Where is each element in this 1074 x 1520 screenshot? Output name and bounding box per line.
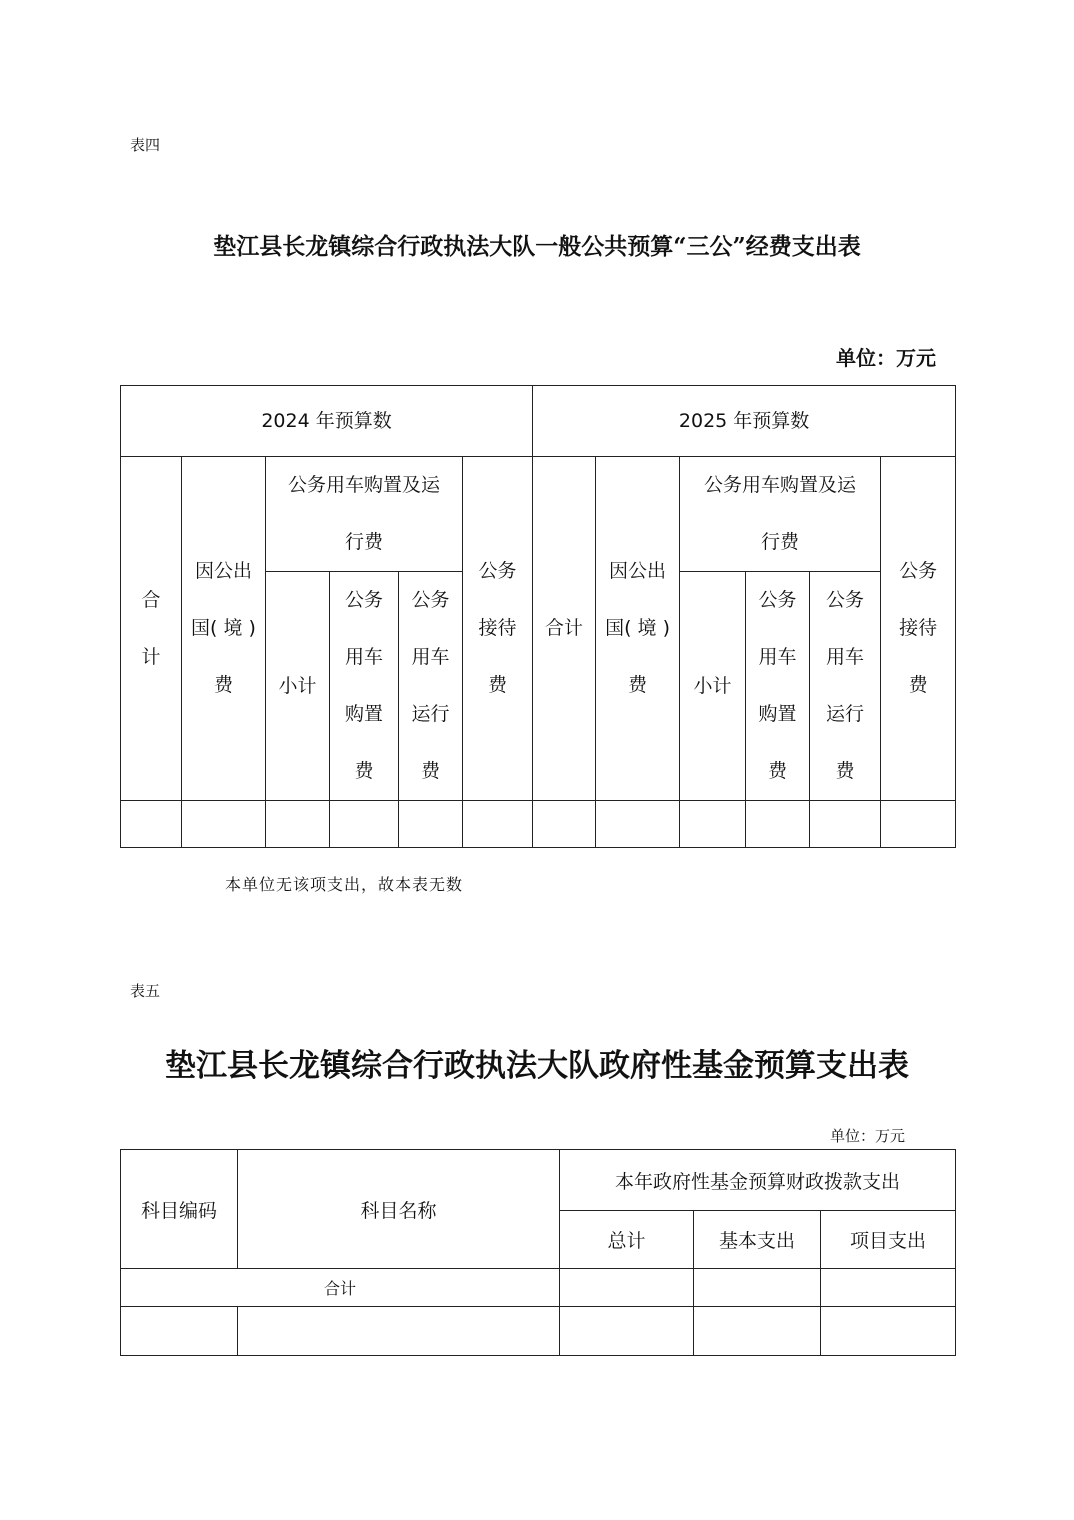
table4-title: 垫江县长龙镇综合行政执法大队一般公共预算“三公”经费支出表 <box>213 233 861 260</box>
col-car-operation-2025: 公务 用车 运行 费 <box>810 572 881 801</box>
col-abroad-2025: 因公出 国( 境 ) 费 <box>596 457 680 801</box>
col-code: 科目编码 <box>121 1150 238 1269</box>
col-car-purchase-2025: 公务 用车 购置 费 <box>746 572 810 801</box>
col-reception-2024: 公务 接待 费 <box>463 457 533 801</box>
col-name: 科目名称 <box>238 1150 560 1269</box>
col-project: 项目支出 <box>821 1211 956 1269</box>
col-car-2024: 公务用车购置及运 行费 <box>266 457 463 572</box>
table5 <box>120 1149 956 1356</box>
col-total: 总计 <box>560 1211 694 1269</box>
col-abroad-2024: 因公出 国( 境 ) 费 <box>182 457 266 801</box>
table5-label: 表五 <box>130 982 161 1000</box>
header-2025: 2025 年预算数 <box>533 386 956 457</box>
table5-data-row <box>121 1307 956 1356</box>
col-reception-2025: 公务 接待 费 <box>881 457 956 801</box>
table5-total-row: 合计 <box>121 1269 560 1307</box>
col-car-2025: 公务用车购置及运 行费 <box>680 457 881 572</box>
col-car-operation-2024: 公务 用车 运行 费 <box>399 572 463 801</box>
col-total-2025: 合计 <box>533 457 596 801</box>
col-group: 本年政府性基金预算财政拨款支出 <box>560 1150 956 1211</box>
col-subtotal-2025: 小计 <box>680 572 746 801</box>
table4-unit: 单位：万元 <box>836 346 936 370</box>
header-2024: 2024 年预算数 <box>121 386 533 457</box>
table4-label: 表四 <box>130 136 161 154</box>
table4-note: 本单位无该项支出，故本表无数 <box>225 875 464 894</box>
col-total-2024: 合 计 <box>121 457 182 801</box>
col-basic: 基本支出 <box>694 1211 821 1269</box>
table5-title: 垫江县长龙镇综合行政执法大队政府性基金预算支出表 <box>165 1048 909 1084</box>
table5-unit: 单位：万元 <box>830 1127 906 1145</box>
table4-data-row <box>121 801 956 848</box>
table4 <box>120 385 956 848</box>
col-subtotal-2024: 小计 <box>266 572 330 801</box>
col-car-purchase-2024: 公务 用车 购置 费 <box>330 572 399 801</box>
